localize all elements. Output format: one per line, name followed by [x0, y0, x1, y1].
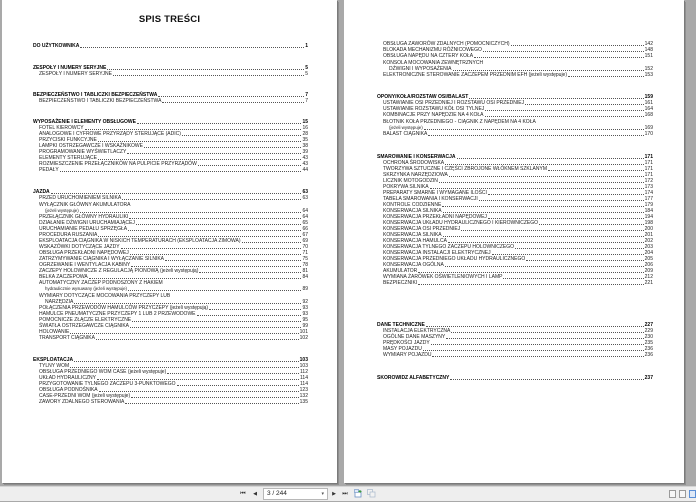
toc-entry-label: BEZPIECZNIKI — [383, 280, 418, 286]
dot-leader — [445, 265, 644, 267]
toc-entry-label: PROCEDURA RUSZANIA — [39, 232, 98, 238]
dot-leader — [98, 235, 301, 237]
continuous-view-icon[interactable] — [679, 490, 686, 498]
dot-leader — [125, 402, 298, 404]
toc-entry-label: USTAWIANIE ROZSTAWU KÓŁ OSI TYLNEJ — [383, 106, 485, 112]
toc-entry-label: POŁĄCZENIA PRZEWODÓW HAMULCÓW PRZYCZEPY (jeżeli występują) — [39, 305, 209, 311]
toc-page-number: 171 — [644, 172, 653, 178]
toc-entry-label: KONSERWACJA TYLNEGO ZACZEPU HOLOWNICZEGO — [383, 244, 515, 250]
dot-leader — [85, 128, 302, 130]
toc-page-number: 236 — [644, 346, 653, 352]
toc-entry-label: KONSERWACJA UKŁADU HYDRAULICZNEGO I KIEROWNICZEGO — [383, 220, 539, 226]
toc-entry-label: WYPOSAŻENIE I ELEMENTY OBSŁUGOWE — [33, 119, 136, 125]
toc-entry-label: KONSERWACJA SILNIKA — [383, 232, 442, 238]
toc-page-number: 236 — [644, 352, 653, 358]
toc-entry-label: UKŁAD HYDRAULICZNY — [39, 375, 96, 381]
dot-leader — [242, 241, 302, 243]
dot-leader — [128, 229, 301, 231]
toc-entry-label: WYŁĄCZNIK GŁÓWNY AKUMULATORA — [39, 202, 131, 208]
toc-page-number: 67 — [302, 232, 308, 238]
toc-entry-label: KONSOLA MOCOWANIA ZEWNĘTRZNYCH — [383, 60, 484, 66]
toc-page-number: 221 — [644, 280, 653, 286]
toc-entry-label: BŁOTNIK KOŁA PRZEDNIEGO - CIĄGNIK Z NAPĘDEM NA 4 KOŁA — [383, 119, 536, 125]
dot-leader — [479, 199, 644, 201]
toc-entry-label: KOMBINACJE PRZY NAPĘDZIE NA 4 KOŁA — [383, 112, 484, 118]
dot-leader — [442, 205, 643, 207]
toc-page-number: 148 — [644, 47, 653, 53]
toc-page-number: 7 — [305, 92, 308, 98]
dot-leader — [469, 97, 643, 99]
dot-leader — [451, 331, 643, 333]
dot-leader — [485, 109, 643, 111]
toc-page-number: 161 — [644, 100, 653, 106]
pages-icon — [367, 489, 376, 498]
toc-entry[interactable] — [383, 53, 653, 59]
dot-leader — [488, 217, 644, 219]
toc-entry-label: BELKA ZACZEPOWA — [39, 274, 88, 280]
dot-leader — [525, 103, 644, 105]
toc-entry-label: OBSŁUGA ZAWORÓW ZDALNYCH (POMOCNICZYCH) — [383, 41, 510, 47]
toc-entry-label: DANE TECHNICZNE — [377, 322, 425, 328]
toc-page-number: 172 — [644, 178, 653, 184]
toc-page-number: 177 — [644, 196, 653, 202]
table-of-contents-left — [2, 0, 337, 483]
toc-entry-label: DZIAŁANIE DŹWIGNI URUCHAMIAJĄCEJ — [39, 220, 135, 226]
first-page-button[interactable] — [238, 489, 248, 499]
toc-entry-label: KONSERWACJA PRZEDNIEGO UKŁADU HYDRAULICZNEGO — [383, 256, 526, 262]
toc-page-number: 205 — [644, 256, 653, 262]
dot-leader — [450, 378, 643, 380]
toc-page-number: 212 — [644, 274, 653, 280]
add-bookmark-button[interactable] — [353, 489, 363, 499]
toc-entry-label: ZESPOŁY I NUMERY SERYJNE — [39, 71, 112, 77]
dot-leader — [439, 181, 644, 183]
dot-leader — [430, 187, 644, 189]
toc-entry-label: POMOCNICZE ZŁĄCZE ELEKTRYCZNE — [39, 317, 132, 323]
dot-leader — [511, 44, 644, 46]
dot-leader — [526, 259, 643, 261]
toc-entry-label: KONTROLE CODZIENNE — [383, 202, 442, 208]
dot-leader — [74, 360, 299, 362]
toc-entry-label: TABELA SMAROWANIA I KONSERWACJI — [383, 196, 478, 202]
toc-page-number: 230 — [644, 334, 653, 340]
toc-entry[interactable] — [45, 286, 308, 292]
toc-entry-label: OCHRONA ŚRODOWISKA — [383, 160, 445, 166]
toc-entry[interactable] — [39, 399, 308, 405]
next-page-icon: ▶ — [332, 491, 336, 497]
dot-leader — [97, 378, 299, 380]
toc-entry-label: KONSERWACJA SILNIKA — [383, 208, 442, 214]
dot-leader — [492, 253, 644, 255]
toc-entry[interactable] — [383, 112, 653, 118]
next-page-button[interactable] — [329, 489, 339, 499]
toc-entry-label: LAMPKI OSTRZEGAWCZE I WSKAŹNIKOWE — [39, 143, 143, 149]
dot-leader — [198, 164, 302, 166]
dot-leader — [432, 355, 643, 357]
dot-leader — [424, 128, 644, 130]
dot-leader — [503, 277, 643, 279]
toc-section-heading[interactable] — [33, 43, 308, 49]
toc-page-number: 132 — [299, 393, 308, 399]
toc-entry-label: WSKAZÓWKI DOTYCZĄCE JAZDY — [39, 244, 120, 250]
toc-entry-label: TWORZYWA SZTUCZNE I CZĘŚCI ZBROJONE WŁÓKNEM SZKLANYM — [383, 166, 547, 172]
toc-page-number: 227 — [644, 322, 653, 328]
toc-page-number: 38 — [302, 143, 308, 149]
toc-entry-label: AKUMULATOR — [383, 268, 418, 274]
dot-leader — [448, 241, 644, 243]
toc-page-number: 5 — [305, 71, 308, 77]
toc-entry-label: DŹWIGNI I WYPOSAŻENIA — [389, 66, 452, 72]
toc-page-number: 153 — [644, 72, 653, 78]
dot-leader — [177, 384, 300, 386]
dot-leader — [130, 253, 302, 255]
toc-entry-label: PROGRAMOWANIE WYŚWIETLACZY — [39, 149, 127, 155]
dot-leader — [568, 75, 644, 77]
toc-page-number: 229 — [644, 328, 653, 334]
dot-leader — [167, 372, 299, 374]
toc-entry[interactable] — [39, 335, 308, 341]
toc-page-number: 173 — [644, 184, 653, 190]
dot-leader — [197, 314, 302, 316]
toc-page-number: 203 — [644, 244, 653, 250]
toc-page-number: 164 — [644, 106, 653, 112]
toc-entry-label: PRĘDKOŚCI JAZDY — [383, 340, 430, 346]
toc-page-number: 194 — [644, 214, 653, 220]
toc-page-number: 63 — [302, 195, 308, 201]
toc-page-number: 65 — [302, 220, 308, 226]
dot-leader — [548, 169, 644, 171]
dot-leader — [80, 211, 302, 213]
toc-page-number: 44 — [302, 167, 308, 173]
toc-page-number: 92 — [302, 299, 308, 305]
toc-page-number: 168 — [644, 112, 653, 118]
dot-leader — [60, 170, 302, 172]
dot-leader — [89, 277, 302, 279]
toc-page-number: 169 — [644, 125, 653, 131]
toc-entry-label: ZAWORY ZDALNEGO STEROWANIA — [39, 399, 125, 405]
toc-entry-label: EKSPLOATACJA — [33, 357, 74, 363]
dot-leader — [209, 308, 301, 310]
toc-page-number: 7 — [305, 98, 308, 104]
toc-entry-label: TRANSPORT CIĄGNIKA — [39, 335, 95, 341]
toc-page-number: 66 — [302, 226, 308, 232]
toc-entry-label: TYLNY WOM — [39, 363, 70, 369]
toc-entry-label: WYMIARY DOTYCZĄCE MOCOWANIA PRZYCZEPY LUB — [39, 293, 171, 299]
toc-section-heading[interactable] — [377, 375, 653, 381]
navigation-toolbar — [0, 486, 696, 501]
toc-page-number: 70 — [302, 244, 308, 250]
toc-page-number: 235 — [644, 340, 653, 346]
toc-entry-label: AUTOMATYCZNY ZACZEP PODNOSZONY Z HAKIEM — [39, 280, 163, 286]
toc-entry-label: FOTEL KIEROWCY — [39, 125, 84, 131]
dot-leader — [98, 140, 302, 142]
toc-page-number: 5 — [305, 65, 308, 71]
toc-page-number: 1 — [305, 43, 308, 49]
toc-entry-label: OGÓLNE DANE MASZYNY — [383, 334, 446, 340]
toc-entry[interactable] — [39, 71, 308, 77]
toc-entry-label: OBSŁUGA NAPĘDU NA CZTERY KOŁA — [383, 53, 474, 59]
toc-page-number: 179 — [644, 202, 653, 208]
toc-entry-label: ELEKTRONICZNE STEROWANIE ZACZEPEM PRZEDNIM EFH (jeżeli występuje) — [383, 72, 568, 78]
first-page-icon: ⏮ — [240, 491, 246, 497]
document-page-left — [2, 0, 337, 483]
toc-page-number: 103 — [299, 357, 308, 363]
toc-entry[interactable] — [39, 167, 308, 173]
toc-page-number: 102 — [299, 335, 308, 341]
dot-leader — [446, 337, 643, 339]
toc-entry-label: SKRZYNKA NARZĘDZIOWA — [383, 172, 448, 178]
toc-entry-label: BEZPIECZEŃSTWO I TABLICZKI BEZPIECZEŃSTWA — [39, 98, 162, 104]
page-title: SPIS TREŚCI — [138, 14, 201, 25]
toc-entry[interactable] — [39, 195, 308, 201]
dot-leader — [129, 217, 301, 219]
toc-entry-label: WYMIARY POJAZDU — [383, 352, 432, 358]
toc-page-number: 159 — [644, 94, 653, 100]
dot-leader — [426, 325, 644, 327]
toc-page-number: 152 — [644, 66, 653, 72]
single-page-view-icon[interactable] — [669, 490, 676, 498]
toc-page-number: 200 — [644, 226, 653, 232]
toc-page-number: 71 — [302, 250, 308, 256]
toc-entry-label: OBSŁUGA PRZEKŁADNI NAPĘDOWEJ — [39, 250, 129, 256]
dot-leader — [443, 211, 644, 213]
last-page-icon: ⏭ — [342, 491, 348, 497]
toc-page-number: 75 — [302, 256, 308, 262]
toc-page-number: 81 — [302, 268, 308, 274]
toc-page-number: 204 — [644, 250, 653, 256]
toc-entry-label: SKOROWIDZ ALFABETYCZNY — [377, 375, 450, 381]
toc-page-number: 69 — [302, 238, 308, 244]
toc-entry-label: POKRYWA SILNIKA — [383, 184, 429, 190]
toc-page-number: 209 — [644, 268, 653, 274]
dot-leader — [423, 349, 644, 351]
toc-entry-label: USTAWIANIE OSI PRZEDNIEJ I ROZSTAWU OSI PRZEDNIEJ — [383, 100, 525, 106]
toc-entry-label: PEDAŁY — [39, 167, 59, 173]
toc-page-number: 93 — [302, 311, 308, 317]
toc-page-number: 39 — [302, 149, 308, 155]
dot-leader — [70, 366, 298, 368]
toc-entry-label: HAMULCE PNEUMATYCZNE PRZYCZEPY 1 LUB 2 PRZEWODOWE — [39, 311, 196, 317]
toc-entry-label: EKSPLOATACJA CIĄGNIKA W NISKICH TEMPERATURACH (EKSPLOATACJA ZIMOWA) — [39, 238, 241, 244]
toc-entry[interactable] — [39, 98, 308, 104]
dot-leader — [132, 320, 301, 322]
dot-leader — [96, 338, 299, 340]
dot-leader — [131, 396, 299, 398]
toc-page-number: 171 — [644, 154, 653, 160]
toc-entry[interactable] — [383, 72, 653, 78]
toc-page-number: 43 — [302, 161, 308, 167]
toc-page-number: 123 — [299, 387, 308, 393]
dot-leader — [131, 265, 301, 267]
page-number-field[interactable] — [263, 488, 328, 500]
toc-page-number: 201 — [644, 232, 653, 238]
dot-leader — [128, 289, 301, 291]
dot-leader — [539, 223, 644, 225]
toc-page-number: 28 — [302, 131, 308, 137]
toc-page-number: 142 — [644, 41, 653, 47]
dot-leader — [130, 326, 301, 328]
toc-entry-label: PRZYGOTOWANIE TYLNEGO ZACZEPU 3-PUNKTOWEGO — [39, 381, 176, 387]
toc-page-number: 198 — [644, 220, 653, 226]
dot-leader — [445, 163, 644, 165]
toc-entry-label: JAZDA — [33, 189, 50, 195]
toc-page-number: 151 — [644, 53, 653, 59]
toc-entry[interactable] — [383, 352, 653, 358]
toc-entry-label: BEZPIECZEŃSTWO I TABLICZKI BEZPIECZEŃSTWA — [33, 92, 158, 98]
dot-leader — [70, 332, 298, 334]
toc-entry-label: BALAST CIĄGNIKA — [383, 131, 428, 137]
toc-page-number: 64 — [302, 214, 308, 220]
toc-entry-label: ROZMIESZCZENIE PRZEŁĄCZNIKÓW NA PULPICIE PRZYRZĄDÓW — [39, 161, 197, 167]
toc-page-number: 174 — [644, 190, 653, 196]
toc-entry[interactable] — [383, 280, 653, 286]
toc-page-number: 89 — [302, 286, 308, 292]
toc-entry-label: MASY POJAZDU — [383, 346, 422, 352]
toc-page-number: 101 — [299, 329, 308, 335]
toc-page-number: 171 — [644, 166, 653, 172]
toc-page-number: 35 — [302, 137, 308, 143]
toc-page-number: 93 — [302, 305, 308, 311]
dot-leader — [99, 390, 299, 392]
dot-leader — [122, 198, 301, 200]
toc-page-number: 84 — [302, 274, 308, 280]
toc-entry-label: OBSŁUGA PRZEDNIEGO WOM CASE (jeżeli występuje) — [39, 369, 167, 375]
dot-leader — [162, 101, 304, 103]
dot-leader — [488, 193, 644, 195]
toc-entry-label: LICZNIK MOTOGODZIN — [383, 178, 438, 184]
toc-entry-label: NARZĘDZIA — [45, 299, 74, 305]
dot-leader — [199, 271, 301, 273]
toc-entry-label: KONSERWACJA HAMULCA — [383, 238, 447, 244]
dot-leader — [485, 115, 644, 117]
toc-page-number: 78 — [302, 262, 308, 268]
toc-page-number: 63 — [302, 189, 308, 195]
dot-leader — [483, 50, 644, 52]
dot-leader — [80, 46, 304, 48]
dot-leader — [107, 68, 304, 70]
toc-entry-label: (jeżeli występuje) — [389, 125, 423, 130]
dot-leader — [144, 146, 301, 148]
toc-entry-label: HOLOWANIE — [39, 329, 70, 335]
toc-entry-label: SMAROWANIE I KONSERWACJA — [377, 154, 456, 160]
dot-leader — [74, 302, 301, 304]
toc-page-number: 202 — [644, 238, 653, 244]
page-number-value: 3 / 244 — [267, 490, 287, 497]
dot-leader — [428, 134, 643, 136]
toc-entry-label: ANALOGOWE I CYFROWE PRZYRZĄDY STERUJĄCE (ADIC) — [39, 131, 181, 137]
toc-page-number: 64 — [302, 208, 308, 214]
two-page-view-icon[interactable] — [689, 490, 696, 498]
toc-entry-label: ZACZEPY HOLOWNICZE Z REGULACJĄ PIONOWĄ (jeżeli występują) — [39, 268, 199, 274]
dot-leader — [165, 259, 301, 261]
toc-page-number: 170 — [644, 131, 653, 137]
toc-page-number: 15 — [302, 119, 308, 125]
previous-page-button[interactable] — [250, 489, 260, 499]
toc-entry-label: OGRZEWANIE I WENTYLACJA KABINY — [39, 262, 131, 268]
chevron-down-icon[interactable]: ▾ — [321, 491, 324, 497]
toc-entry-label: KONSERWACJA INSTALACJI ELEKTRYCZNEJ — [383, 250, 491, 256]
dot-leader — [453, 69, 644, 71]
toc-entry-label: PRZED URUCHOMIENIEM SILNIKA — [39, 195, 122, 201]
toc-entry-label: hydraulicznie wysuwany (jeżeli występuje) — [45, 286, 127, 291]
last-page-button[interactable] — [340, 489, 350, 499]
toc-entry-label: ZATRZYMYWANIE CIĄGNIKA I WYŁĄCZANIE SILNIKA — [39, 256, 165, 262]
dot-leader — [121, 247, 302, 249]
toc-entry-label: CASE-PRZEDNI WOM (jeżeli występuje) — [39, 393, 131, 399]
add-page-icon — [354, 489, 363, 498]
toc-entry-label: (jeżeli występuje) — [45, 208, 79, 213]
toc-entry-label: PRZYCISKI FUNKCYJNE — [39, 137, 97, 143]
dot-leader — [182, 134, 302, 136]
dot-leader — [449, 175, 644, 177]
toc-page-number: 103 — [299, 363, 308, 369]
dot-leader — [127, 152, 301, 154]
toc-entry-label: DO UŻYTKOWNIKA — [33, 43, 80, 49]
toc-page-number: 43 — [302, 155, 308, 161]
toc-page-number: 171 — [644, 160, 653, 166]
toc-entry-label: WYMIANA ŻARÓWEK OŚWIETLENIOWYCH I LAMP — [383, 274, 503, 280]
toc-entry-label: PREPARATY SMARNE I WYMAGANE ILOŚCI — [383, 190, 487, 196]
dot-leader — [443, 235, 644, 237]
toc-entry-label: ELEMENTY STERUJĄCE — [39, 155, 97, 161]
toc-entry-label: KONSERWACJA OGÓLNA — [383, 262, 444, 268]
toc-page-number: 114 — [300, 375, 308, 381]
toc-page-number: 95 — [302, 317, 308, 323]
toc-entry-label: OBSŁUGA PODNOŚNIKA — [39, 387, 98, 393]
toc-page-number: 16 — [302, 125, 308, 131]
toc-entry-label: KONSERWACJA OSI PRZEDNIEJ — [383, 226, 461, 232]
toc-entry-label: INSTALACJA ELEKTRYCZNA — [383, 328, 451, 334]
dot-leader — [136, 223, 302, 225]
dot-leader — [51, 192, 302, 194]
dot-leader — [113, 74, 304, 76]
toc-page-number: 184 — [644, 208, 653, 214]
dot-leader — [474, 56, 644, 58]
dot-leader — [418, 271, 643, 273]
dot-leader — [457, 157, 644, 159]
pages-view-button[interactable] — [366, 489, 376, 499]
dot-leader — [158, 95, 304, 97]
dot-leader — [515, 247, 644, 249]
toc-page-number: 99 — [302, 323, 308, 329]
toc-entry-label: OPONY/KOŁA/ROZSTAW OSI/BALAST — [377, 94, 469, 100]
toc-entry-label: ZESPOŁY I NUMERY SERYJNE — [33, 65, 107, 71]
document-page-right — [344, 0, 684, 483]
toc-page-number: 114 — [300, 381, 308, 387]
dot-leader — [431, 343, 644, 345]
toc-entry-label: KONSERWACJA PRZEKŁADNI NAPĘDOWEJ — [383, 214, 487, 220]
toc-entry-label: PRZEŁĄCZNIK GŁÓWNY HYDRAULIKI — [39, 214, 129, 220]
toc-page-number: 135 — [299, 399, 308, 405]
dot-leader — [98, 158, 301, 160]
previous-page-icon: ◀ — [253, 491, 257, 497]
toc-page-number: 206 — [644, 262, 653, 268]
dot-leader — [461, 229, 643, 231]
toc-page-number: 112 — [300, 369, 308, 375]
dot-leader — [418, 283, 643, 285]
table-of-contents-right — [344, 0, 684, 483]
toc-entry[interactable] — [383, 131, 653, 137]
toc-entry-label: URUCHAMIANIE PEDAŁU SPRZĘGŁA — [39, 226, 128, 232]
dot-leader — [137, 122, 301, 124]
toc-entry-label: BLOKADA MECHANIZMU RÓŻNICOWEGO — [383, 47, 482, 53]
toc-page-number: 237 — [644, 375, 653, 381]
toc-entry-label: ŚWIATŁA OSTRZEGAWCZE CIĄGNIKA — [39, 323, 130, 329]
